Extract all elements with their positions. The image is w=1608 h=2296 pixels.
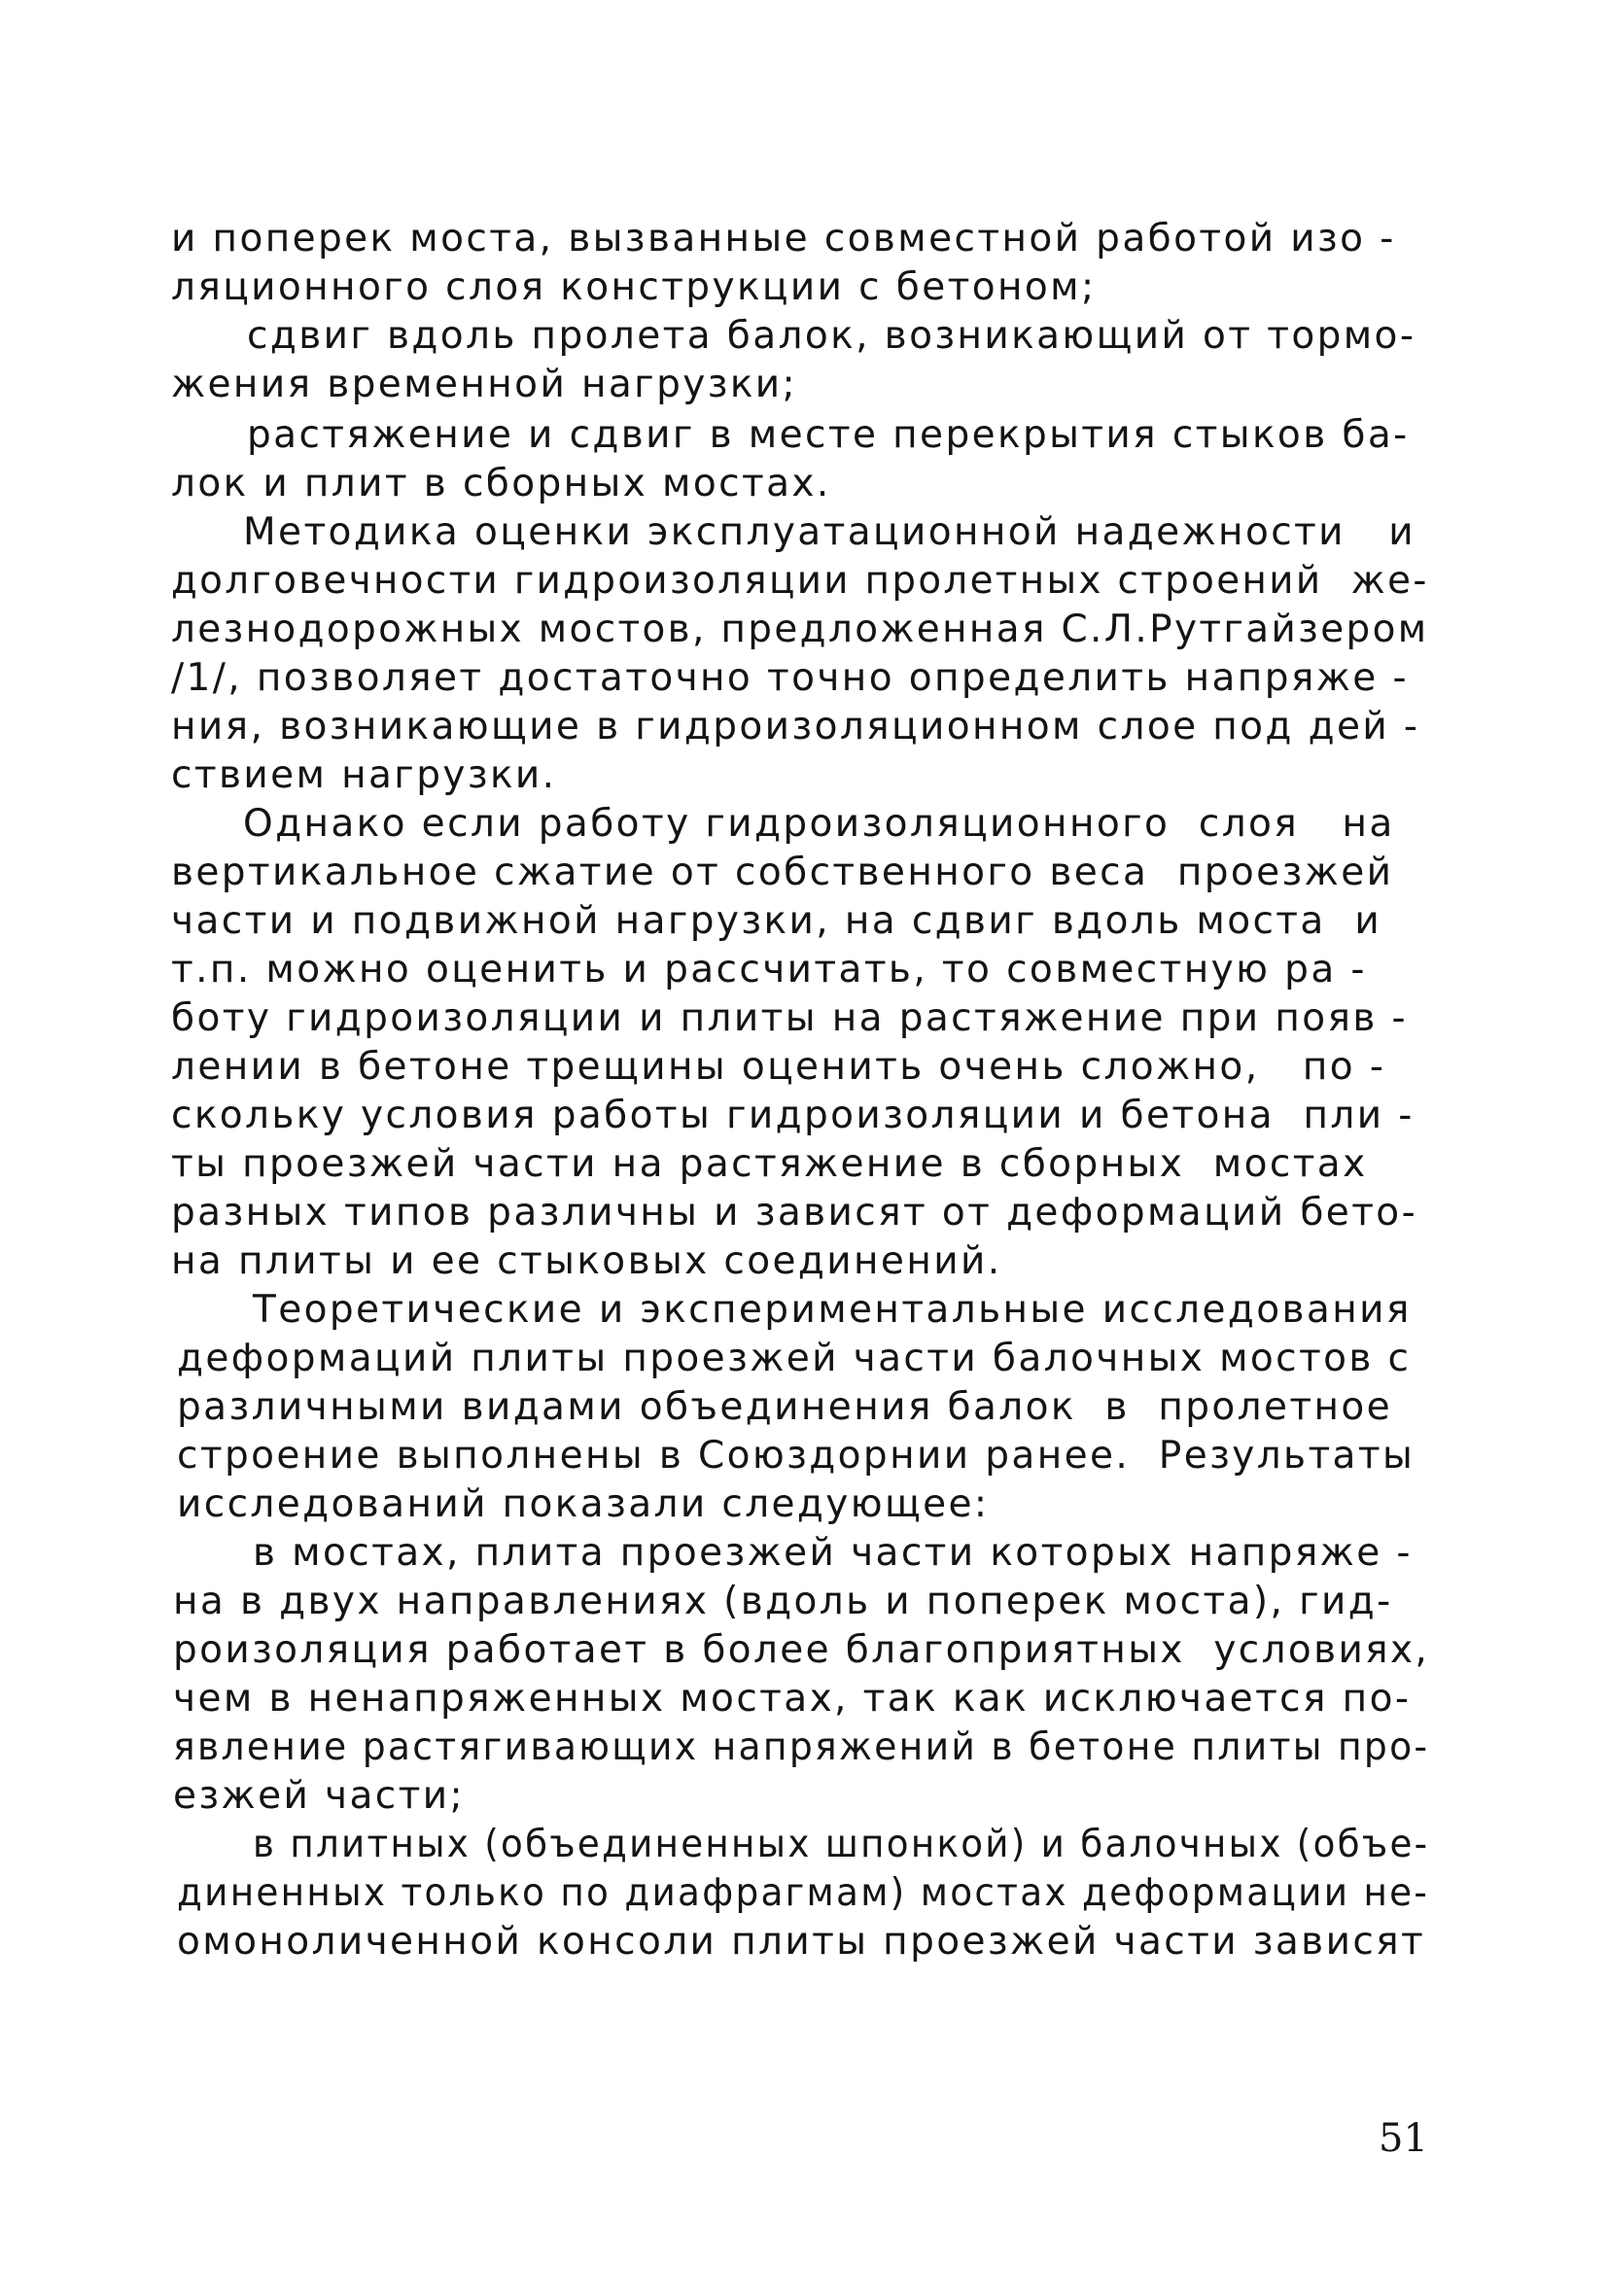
text-line: растяжение и сдвиг в месте перекрытия стыков ба-: [247, 413, 1410, 457]
text-line: боту гидроизоляции и плиты на растяжение при появ -: [171, 996, 1409, 1040]
text-line: скольку условия работы гидроизоляции и бетона пли -: [171, 1094, 1415, 1137]
text-line: омоноличенной консоли плиты проезжей части зависят: [177, 1920, 1426, 1964]
text-line: ты проезжей части на растяжение в сборных мостах: [171, 1142, 1368, 1186]
text-line: ствием нагрузки.: [171, 753, 557, 797]
text-line: жения временной нагрузки;: [171, 363, 798, 406]
page-number: 51: [1379, 2116, 1428, 2161]
text-line: в мостах, плита проезжей части которых напряже -: [253, 1531, 1413, 1575]
text-line: исследований показали следующее:: [177, 1482, 990, 1526]
text-line: чем в ненапряженных мостах, так как исключается по-: [173, 1677, 1412, 1721]
text-line: явление растягивающих напряжений в бетоне плиты про-: [173, 1725, 1430, 1769]
text-line: части и подвижной нагрузки, на сдвиг вдоль моста и: [171, 899, 1382, 943]
text-line: Методика оценки эксплуатационной надежности и: [243, 510, 1416, 554]
text-line: и поперек моста, вызванные совместной работой изо -: [171, 217, 1396, 261]
text-line: лении в бетоне трещины оценить очень сложно, по -: [171, 1045, 1386, 1089]
text-line: ния, возникающие в гидроизоляционном слое под дей -: [171, 705, 1420, 748]
text-line: разных типов различны и зависят от деформаций бето-: [171, 1191, 1418, 1235]
text-line: строение выполнены в Союздорнии ранее. Результаты: [177, 1434, 1416, 1478]
text-line: роизоляция работает в более благоприятных условиях,: [173, 1628, 1430, 1672]
text-line: /1/, позволяет достаточно точно определить напряже -: [171, 656, 1409, 700]
text-line: деформаций плиты проезжей части балочных мостов с: [177, 1337, 1412, 1380]
text-line: т.п. можно оценить и рассчитать, то совместную ра -: [171, 948, 1367, 991]
text-line: различными видами объединения балок в пролетное: [177, 1385, 1393, 1429]
text-line: диненных только по диафрагмам) мостах деформации не-: [177, 1871, 1430, 1915]
text-line: ляционного слоя конструкции с бетоном;: [171, 265, 1097, 309]
text-line: езжей части;: [173, 1774, 465, 1818]
text-line: лезнодорожных мостов, предложенная С.Л.Рутгайзером: [171, 608, 1429, 651]
text-line: вертикальное сжатие от собственного веса проезжей: [171, 851, 1394, 894]
text-line: лок и плит в сборных мостах.: [171, 462, 831, 505]
text-line: Теоретические и экспериментальные исследования: [253, 1288, 1412, 1332]
text-line: Однако если работу гидроизоляционного слоя на: [243, 802, 1395, 846]
text-line: долговечности гидроизоляции пролетных строений же-: [171, 559, 1429, 603]
text-line: на в двух направлениях (вдоль и поперек моста), гид-: [173, 1580, 1393, 1623]
text-line: в плитных (объединенных шпонкой) и балочных (объе-: [253, 1823, 1430, 1866]
text-line: на плиты и ее стыковых соединений.: [171, 1239, 1002, 1283]
text-line: сдвиг вдоль пролета балок, возникающий от тормо-: [247, 314, 1416, 358]
